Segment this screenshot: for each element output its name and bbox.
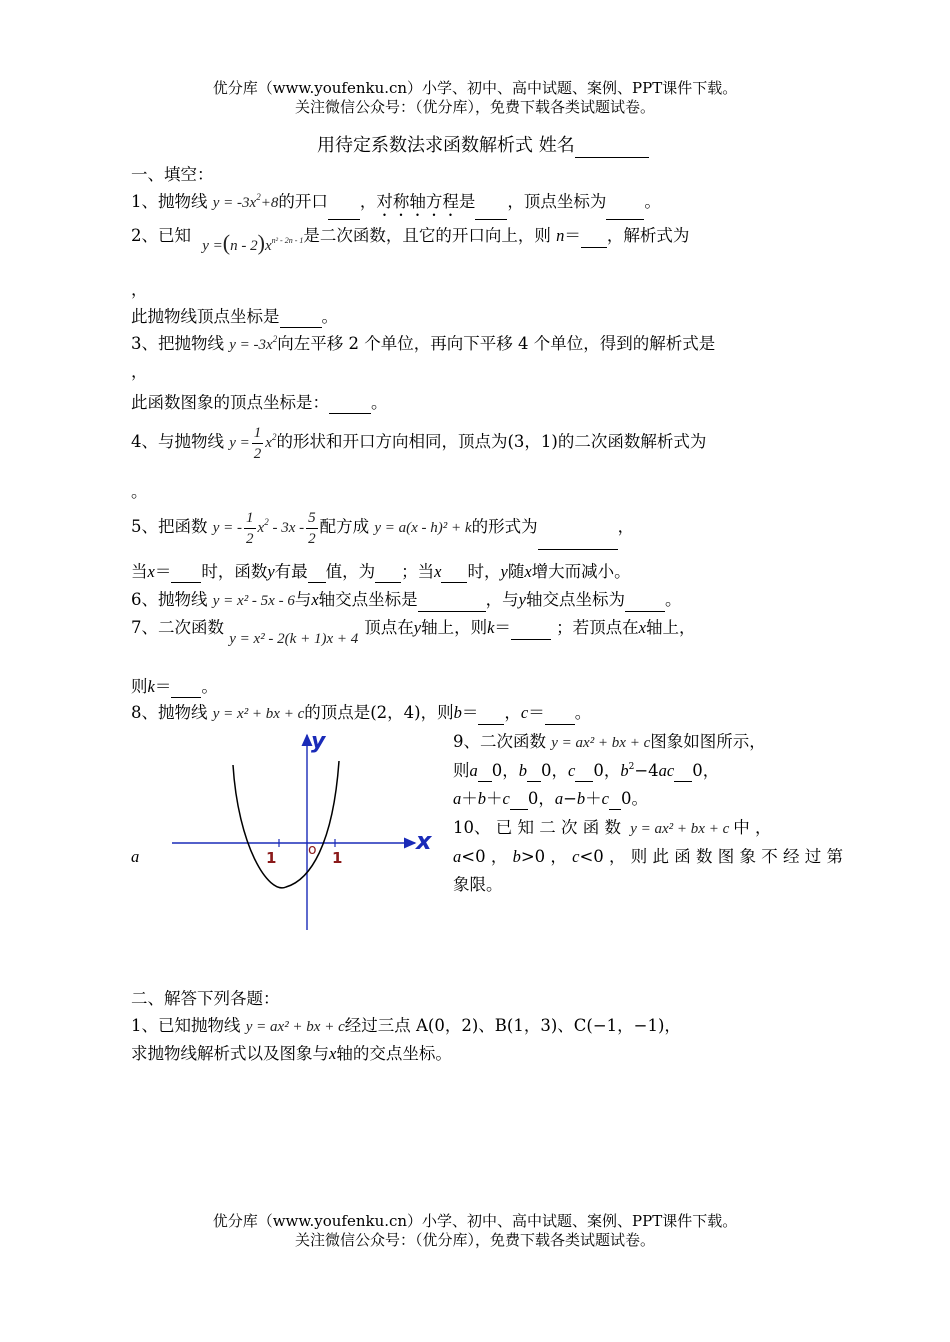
y-axis-label: y [311, 729, 326, 754]
question-3-line-2: 此函数图象的顶点坐标是： 。 [131, 393, 388, 412]
footer-line-2: 关注微信公众号：（优分库），免费下载各类试题试卷。 [294, 1231, 655, 1249]
formula-7: y = x² - 2(k + 1)x + 4 [229, 631, 359, 647]
question-10-line-3: 象限。 [453, 875, 503, 894]
header-line-1: 优分库（www.youfenku.cn）小学、初中、高中试题、案例、PPT课件下载。 [212, 79, 738, 97]
question-8: 8、抛物线 y = x² + bx + c的顶点是(2，4)，则b＝ ，c＝ 。 [131, 702, 591, 725]
question-3-comma: ， [131, 362, 148, 381]
question-9: 9、二次函数 y = ax² + bx + c图象如图所示， [453, 732, 766, 751]
tick-label-right: 1 [332, 849, 343, 867]
problem-1: 1、已知抛物线 y = ax² + bx + c经过三点 A(0，2)、B(1，3)、C(−1，−1)， [131, 1016, 681, 1035]
section-1-heading: 一、填空： [131, 165, 214, 184]
question-2: 2、已知 $y =(n - 2)x^{n^2 - 2n - 1}$是二次函数，且它的开口向上，则 n＝ ，解析式为 [131, 226, 690, 255]
formula-1: $y = -3x^2+8$ [212, 192, 279, 211]
formula-5b: y = a(x - h)² + k [374, 520, 472, 536]
stray-a-label: a [131, 847, 140, 866]
formula-6: y = x² - 5x - 6 [212, 593, 295, 609]
name-blank [575, 138, 649, 158]
question-2-comma: ， [131, 280, 148, 299]
formula-8: y = x² + bx + c [212, 706, 305, 722]
formula-11: y = ax² + bx + c [245, 1019, 345, 1035]
footer-line-1: 优分库（www.youfenku.cn）小学、初中、高中试题、案例、PPT课件下载。 [212, 1212, 738, 1230]
formula-5: y = - $\frac{1}{2}$ $x^2 - 3x$ - $\frac{5}{2}$ [212, 510, 316, 548]
question-9-line-2: 则a 0，b 0，c 0，$b^2-4ac$ 0， [453, 761, 720, 780]
section-2-heading: 二、解答下列各题： [131, 989, 280, 1008]
title-text: 用待定系数法求函数解析式 姓名 [317, 135, 575, 156]
question-7: 7、二次函数 y = x² - 2(k + 1)x + 4顶点在y轴上，则k＝ ；若顶点在x轴上， [131, 617, 695, 640]
question-5-line-2: 当x＝ 时，函数y有最 值，为 ；当x 时，y随x增大而减小。 [131, 562, 631, 581]
parabola-graph [160, 725, 440, 935]
question-10-line-2-text: a<0 ， b>0 ， c<0 ， 则 此 函 数 图 象 不 经 过 第 [453, 847, 844, 866]
parabola-curve [233, 761, 339, 888]
emphasis-dotted-text: 对称轴方程 [376, 192, 459, 211]
formula-2: $y =(n - 2)x^{n^2 - 2n - 1}$ [202, 230, 304, 255]
tick-label-left: 1 [266, 849, 277, 867]
question-5: 5、把函数 y = - $\frac{1}{2}$ $x^2 - 3x$ - $\frac{5}{2}$ 配方成 y = a(x - h)² + k的形式为 ， [131, 505, 634, 550]
header-line-2: 关注微信公众号：（优分库），免费下载各类试题试卷。 [294, 98, 655, 116]
question-4: 4、与抛物线 y = $\frac{1}{2}$ $x^2$的形状和开口方向相同，顶点为(3，1)的二次函数解析式为 [131, 425, 707, 463]
x-axis-label: x [416, 827, 432, 855]
page-title [317, 134, 649, 158]
formula-10: y = ax² + bx + c [630, 821, 730, 837]
formula-4: y = $\frac{1}{2}$ $x^2$ [229, 425, 277, 463]
origin-label: o [308, 842, 317, 858]
question-10-line-2 [453, 846, 843, 868]
formula-3: $y = -3x^2$ [229, 334, 278, 353]
question-1: 1、抛物线 $y = -3x^2+8$的开口 ，对称轴方程是 ，顶点坐标为 。 [131, 191, 661, 220]
question-2-line-2: 此抛物线顶点坐标是 。 [131, 307, 338, 326]
problem-1-line-2: 求抛物线解析式以及图象与x轴的交点坐标。 [131, 1044, 452, 1063]
question-7-line-2: 则k＝ 。 [131, 677, 218, 696]
question-10: 10、 已 知 二 次 函 数 y = ax² + bx + c 中 ， [453, 818, 772, 837]
question-4-period: 。 [131, 482, 148, 501]
question-3: 3、把抛物线 $y = -3x^2$向左平移 2 个单位，再向下平移 4 个单位，得到的解析式是 [131, 334, 716, 353]
formula-9: y = ax² + bx + c [551, 735, 651, 751]
question-9-line-3: a＋b＋c 0，a−b＋c 0。 [453, 789, 648, 808]
question-6: 6、抛物线 y = x² - 5x - 6与x轴交点坐标是 ，与y轴交点坐标为 。 [131, 589, 682, 612]
